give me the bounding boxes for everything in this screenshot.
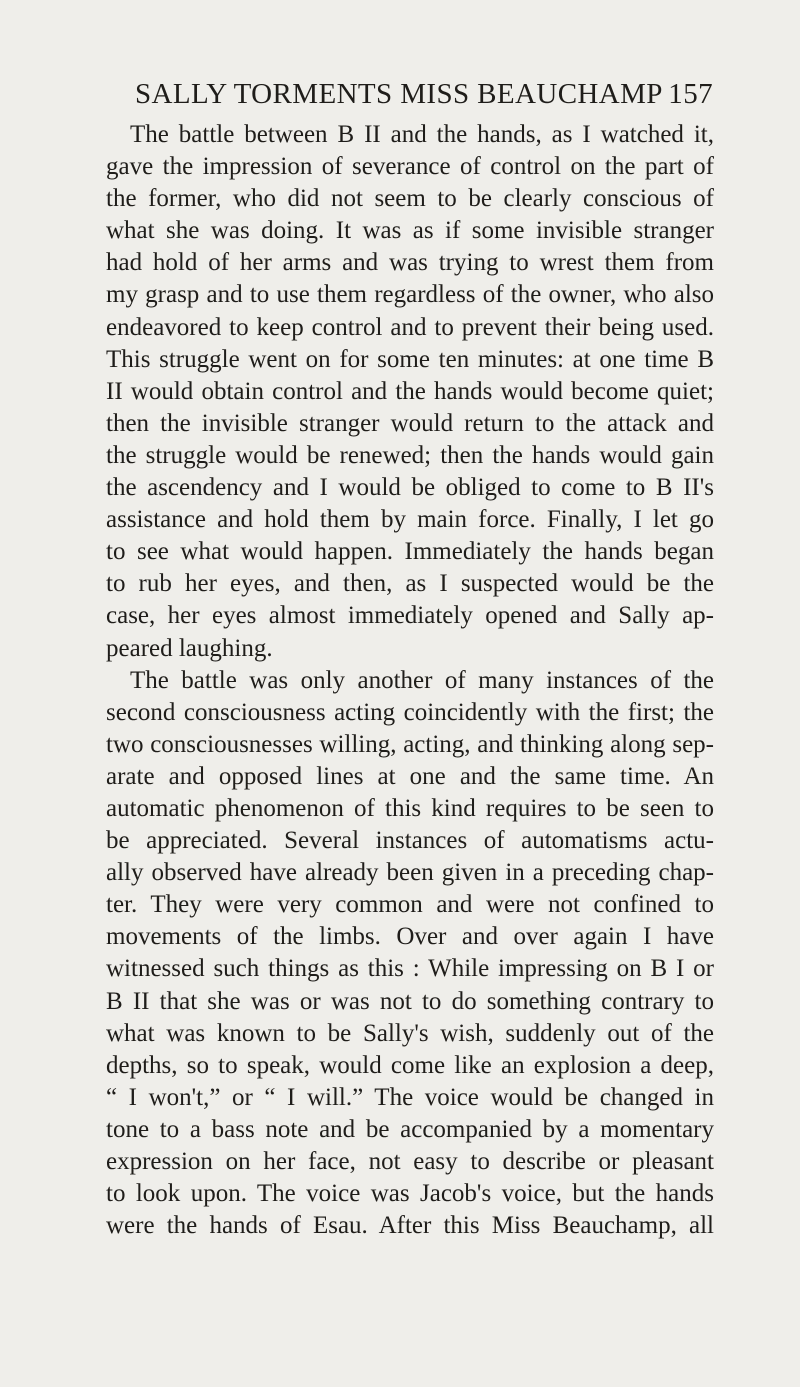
text-line: arate and opposed lines at one and the same time. An <box>106 762 714 790</box>
text-line: my grasp and to use them regardless of the owner, who also <box>106 281 714 309</box>
text-line: depths, so to speak, would come like an explosion a deep, <box>106 1051 714 1079</box>
text-line: automatic phenomenon of this kind requires to be seen to <box>106 794 714 822</box>
body-text <box>106 119 714 1242</box>
text-line: to see what would happen. Immediately the hands began <box>106 538 714 566</box>
text-line: the former, who did not seem to be clearly conscious of <box>106 185 714 213</box>
text-line: expression on her face, not easy to describe or pleasant <box>106 1148 714 1175</box>
text-line: gave the impression of severance of control on the part of <box>106 153 714 181</box>
text-line: ally observed have already been given in a preceding chap- <box>106 859 714 887</box>
text-line: what she was doing. It was as if some invisible stranger <box>106 217 714 245</box>
text-line: be appreciated. Several instances of automatisms actu- <box>106 827 714 855</box>
text-line: witnessed such things as this : While impressing on B I or <box>106 955 714 983</box>
text-line: peared laughing. <box>106 634 273 662</box>
text-line: tone to a bass note and be accompanied by a momentary <box>106 1115 714 1143</box>
running-head: SALLY TORMENTS MISS BEAUCHAMP <box>135 78 663 110</box>
text-line: B II that she was or was not to do something contrary to <box>106 987 714 1015</box>
text-line: The battle between B II and the hands, as I watched it, <box>130 121 714 148</box>
text-line: The battle was only another of many instances of the <box>130 666 714 694</box>
text-line: the ascendency and I would be obliged to come to B II's <box>106 474 714 502</box>
text-line: ter. They were very common and were not confined to <box>106 891 714 919</box>
text-line: movements of the limbs. Over and over again I have <box>106 923 714 951</box>
text-line: II would obtain control and the hands would become quiet; <box>106 377 714 405</box>
text-line: had hold of her arms and was trying to wrest them from <box>106 249 714 277</box>
page-number: 157 <box>668 78 713 110</box>
text-line: assistance and hold them by main force. Finally, I let go <box>106 506 714 534</box>
text-line: two consciousnesses willing, acting, and thinking along sep- <box>106 730 714 758</box>
text-line: endeavored to keep control and to prevent their being used. <box>106 313 714 341</box>
text-line: second consciousness acting coincidently with the first; the <box>106 698 714 726</box>
text-line: case, her eyes almost immediately opened and Sally ap- <box>106 602 714 630</box>
text-line: then the invisible stranger would return to the attack and <box>106 409 714 437</box>
text-line: “ I won't,” or “ I will.” The voice would be changed in <box>106 1083 714 1111</box>
text-line: to look upon. The voice was Jacob's voice, but the hands <box>106 1180 714 1208</box>
text-line: This struggle went on for some ten minutes: at one time B <box>106 345 714 373</box>
text-line: what was known to be Sally's wish, suddenly out of the <box>106 1019 714 1047</box>
text-line: the struggle would be renewed; then the hands would gain <box>106 441 714 469</box>
text-line: to rub her eyes, and then, as I suspected would be the <box>106 570 714 598</box>
text-line: were the hands of Esau. After this Miss Beauchamp, all <box>106 1212 714 1240</box>
page-header <box>135 78 713 114</box>
